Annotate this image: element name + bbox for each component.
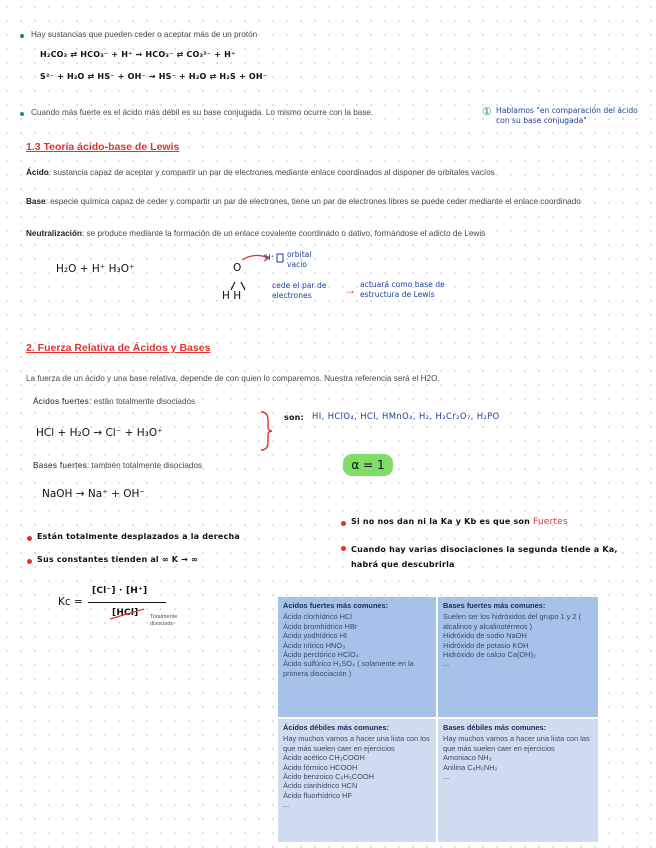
bullet-dot [20, 112, 24, 116]
base-equation: NaOH → Na⁺ + OH⁻ [42, 488, 145, 500]
list-item: Ácido bromhídrico HBr [283, 621, 358, 631]
list-item: Ácido sulfúrico H₂SO₄ ( solamente en la primera disociación ) [283, 659, 414, 678]
intro-bullet-2: Cuando más fuerte es el ácido más débil es su base conjugada. Lo mismo ocurre con la base. [31, 108, 374, 117]
h-plus-label: H⁺ [265, 253, 275, 262]
cede-par-label: cede el par de electrones [272, 281, 327, 300]
list-item: Ácido benzoico C₆H₅COOH [283, 772, 374, 782]
list-item: Suelen ser los hidróxidos del grupo 1 y 2 ( alcalinos y alcalinotérreos ) [443, 612, 582, 631]
acid-equation: HCl + H₂O → Cl⁻ + H₃O⁺ [36, 427, 163, 439]
section-title-fuerza: 2. Fuerza Relativa de Ácidos y Bases [26, 342, 211, 354]
cell-bases-fuertes [438, 597, 598, 717]
section-title-lewis: 1.3 Teoría ácido-base de Lewis [26, 141, 180, 153]
def-neutralizacion [26, 228, 654, 239]
red-bullet [341, 546, 346, 551]
list-item: Hidróxido de calcio Ca(OH)₂ [443, 650, 536, 660]
list-item: Ácido fluorhídrico HF [283, 790, 353, 800]
fuerza-intro: La fuerza de un ácido y una base relativa, depende de con quien lo comparemos. Nuestra referencia será el H2O. [26, 374, 440, 383]
handwritten-note: Hablamos "en comparación del ácido con su base conjugada" [496, 106, 638, 125]
cell-acidos-debiles [278, 719, 436, 842]
list-item: Hay muchos vamos a hacer una lista con los que más suelen caer en ejercicios [283, 734, 430, 753]
cell-header: Bases fuertes más comunes: [443, 601, 546, 610]
list-item: ... [283, 800, 290, 810]
bullet-si-no-dan [351, 517, 568, 527]
kc-denominator: [HCl] [112, 608, 139, 618]
list-item: Hidróxido de sodio NaOH [443, 631, 527, 641]
bullet-dot [20, 34, 24, 38]
def-neutral-text: : se produce mediante la formación de un enlace covalente coordinado o dativo, formándose el adicto de Lewis [81, 229, 486, 238]
list-item: Ácido fórmico HCOOH [283, 762, 358, 772]
list-item: Ácido acético CH₃COOH [283, 753, 365, 763]
def-acido-text: : sustancia capaz de aceptar y compartir un par de electrones mediante enlace coordinados al disponer de orbitales vacíos [48, 168, 495, 177]
list-item: Amoniaco NH₃ [443, 753, 492, 763]
strike-mark-icon [108, 606, 148, 622]
list-item: Ácido clorhídrico HCl [283, 612, 353, 622]
list-item: Ácido nítrico HNO₃ [283, 640, 346, 650]
def-neutral-term: Neutralización [26, 229, 82, 238]
son-label: son: [284, 413, 304, 422]
acidos-fuertes-term: Ácidos fuertes [33, 397, 90, 406]
equation-carbonic: H₂CO₃ ⇄ HCO₃⁻ + H⁺ ⇝ HCO₃⁻ ⇄ CO₃²⁻ + H⁺ [40, 50, 236, 59]
curly-brace-icon [258, 410, 274, 452]
lewis-reaction: H₂O + H⁺ H₃O⁺ [56, 263, 135, 275]
red-bullet [27, 559, 32, 564]
list-item: Anilina C₆H₅NH₂ [443, 762, 498, 772]
list-item: Ácido yodhídrico HI [283, 631, 348, 641]
cell-header: Ácidos débiles más comunes: [283, 723, 389, 732]
kc-label: Kc = [58, 596, 83, 608]
arrow-right-icon: → [344, 283, 356, 297]
orbital-vacio-label: orbital vacío [287, 250, 312, 269]
acids-bases-table [278, 597, 598, 842]
acidos-fuertes-def: : están totalmente disociados [89, 397, 196, 406]
bullet-varias-disociaciones: Cuando hay varias disociaciones la segunda tiende a Ka, habrá que descubrirla [351, 545, 618, 569]
red-bullet [27, 536, 32, 541]
bullet-constantes: Sus constantes tienden al ∞ K → ∞ [37, 555, 198, 564]
actuara-label: actuará como base de estructura de Lewis [360, 280, 445, 299]
note-number-icon: ① [482, 106, 492, 118]
intro-bullet-1: Hay sustancias que pueden ceder o aceptar más de un protón [31, 30, 258, 39]
acidos-fuertes-line [33, 396, 195, 407]
cell-bases-debiles [438, 719, 598, 842]
strong-acids-list: HI, HClO₄, HCl, HMnO₄, H₂, H₂Cr₂O₇, H₂PO [312, 411, 500, 421]
list-item: Hay muchos vamos a hacer una lista con las que más suelen caer en ejercicios [443, 734, 590, 753]
bases-fuertes-term: Bases fuertes [33, 461, 87, 470]
list-item: ... [443, 659, 450, 669]
def-base [26, 196, 636, 207]
bullet-si-no-dan-text: Si no nos dan ni la Ka y Kb es que son [351, 517, 533, 526]
kc-note: Totalmente disociado [150, 614, 178, 627]
fraction-bar [88, 602, 166, 603]
fuertes-word: Fuertes [533, 517, 568, 527]
kc-numerator: [Cl⁻] · [H⁺] [92, 586, 148, 596]
water-oxygen: O [233, 262, 242, 274]
red-bullet [341, 521, 346, 526]
bullet-desplazados: Están totalmente desplazados a la derecha [37, 532, 240, 541]
list-item: ... [443, 772, 450, 782]
cell-header: Ácidos fuertes más comunes: [283, 601, 389, 610]
list-item: Ácido cianhídrico HCN [283, 781, 358, 791]
equation-sulfide: S²⁻ + H₂O ⇄ HS⁻ + OH⁻ ⇝ HS⁻ + H₂O ⇄ H₂S + OH⁻ [40, 72, 268, 81]
def-base-text: : especie química capaz de ceder y compartir un par de electrones, tiene un par de electrones libres se puede ceder mediante el enlace coordinado [45, 197, 581, 206]
bases-fuertes-def: : también totalmente disociados [86, 461, 203, 470]
bases-fuertes-line [33, 460, 202, 471]
cell-header: Bases débiles más comunes: [443, 723, 547, 732]
def-acido-term: Ácido [26, 168, 49, 177]
alpha-badge: α = 1 [343, 454, 393, 476]
list-item: Hidróxido de potasio KOH [443, 640, 529, 650]
def-acido [26, 167, 636, 178]
water-hydrogens: H H [222, 290, 242, 302]
cell-acidos-fuertes [278, 597, 436, 717]
list-item: Ácido perclórico HClO₄ [283, 650, 359, 660]
def-base-term: Base [26, 197, 46, 206]
